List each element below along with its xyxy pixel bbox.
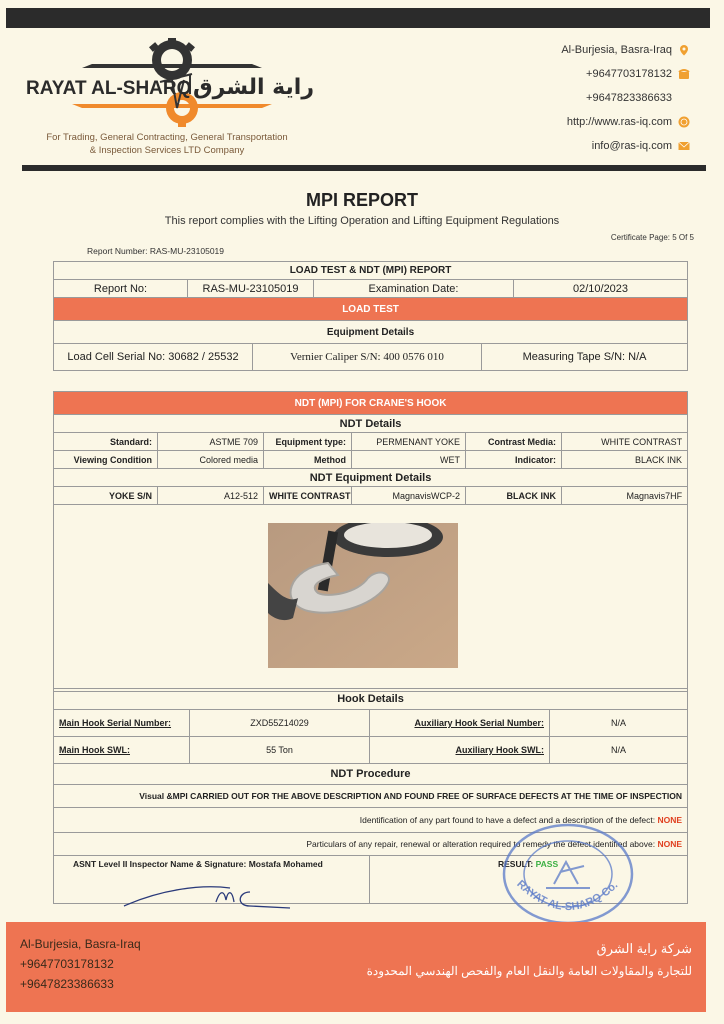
exam-date-value: 02/10/2023 bbox=[514, 280, 688, 298]
main-hook-swl-value: 55 Ton bbox=[190, 737, 370, 764]
white-contrast-label: WHITE CONTRAST bbox=[264, 487, 352, 505]
crane-hook-photo bbox=[268, 523, 458, 668]
tagline-line-2: & Inspection Services LTD Company bbox=[89, 145, 245, 156]
table-heading: LOAD TEST & NDT (MPI) REPORT bbox=[54, 262, 688, 280]
header-divider bbox=[22, 165, 706, 171]
aux-hook-swl-label: Auxiliary Hook SWL: bbox=[370, 737, 550, 764]
measuring-tape-serial: Measuring Tape S/N: N/A bbox=[522, 351, 647, 363]
ndt-equipment-heading: NDT Equipment Details bbox=[54, 469, 688, 487]
report-no-label: Report No: bbox=[54, 280, 188, 298]
method-value: WET bbox=[352, 451, 466, 469]
envelope-icon bbox=[678, 140, 690, 152]
viewing-condition-label: Viewing Condition bbox=[54, 451, 158, 469]
footer-arabic bbox=[367, 938, 692, 982]
standard-value: ASTME 709 bbox=[158, 433, 264, 451]
aux-hook-serial-label: Auxiliary Hook Serial Number: bbox=[370, 710, 550, 737]
ndt-details-heading: NDT Details bbox=[54, 415, 688, 433]
main-hook-serial-value: ZXD55Z14029 bbox=[190, 710, 370, 737]
main-hook-serial-label: Main Hook Serial Number: bbox=[54, 710, 190, 737]
contact-website: http://www.ras-iq.com bbox=[561, 110, 690, 134]
result-value: PASS bbox=[535, 859, 559, 869]
procedure-line-1: Visual &MPI CARRIED OUT FOR THE ABOVE DESCRIPTION AND FOUND FREE OF SURFACE DEFECTS AT THE TIME OF INSPECTION bbox=[54, 785, 688, 808]
indicator-label: Indicator: bbox=[466, 451, 562, 469]
contrast-media-value: WHITE CONTRAST bbox=[562, 433, 688, 451]
yoke-value: A12-512 bbox=[158, 487, 264, 505]
load-cell-serial: Load Cell Serial No: 30682 / 25532 bbox=[54, 344, 253, 370]
exam-date-label: Examination Date: bbox=[314, 280, 514, 298]
main-hook-swl-label: Main Hook SWL: bbox=[54, 737, 190, 764]
certificate-page: Certificate Page: 5 Of 5 bbox=[610, 233, 694, 242]
location-pin-icon bbox=[678, 44, 690, 56]
logo-tagline bbox=[22, 131, 312, 157]
load-test-table bbox=[53, 261, 688, 371]
header-contact bbox=[561, 38, 690, 158]
contact-email: info@ras-iq.com bbox=[561, 134, 690, 158]
footer-phone-1: +9647703178132 bbox=[20, 957, 114, 971]
contact-phone-1: +9647703178132 bbox=[561, 62, 690, 86]
telephone-icon bbox=[678, 68, 690, 80]
viewing-condition-value: Colored media bbox=[158, 451, 264, 469]
ndt-banner: NDT (MPI) FOR CRANE'S HOOK bbox=[54, 392, 688, 415]
ndt-procedure-heading: NDT Procedure bbox=[54, 764, 688, 785]
procedure-line-3: Particulars of any repair, renewal or alteration required to remedy the defect identified above: NONE bbox=[54, 833, 688, 856]
footer-arabic-line-1: شركة راية الشرق bbox=[596, 941, 692, 956]
equipment-type-label: Equipment type: bbox=[264, 433, 352, 451]
defect-value: NONE bbox=[657, 815, 683, 825]
footer-phone-2: +9647823386633 bbox=[20, 977, 114, 991]
result-label: RESULT: bbox=[498, 859, 536, 869]
contrast-media-label: Contrast Media: bbox=[466, 433, 562, 451]
tagline-line-1: For Trading, General Contracting, General Transportation bbox=[46, 132, 288, 143]
black-ink-value: Magnavis7HF bbox=[562, 487, 688, 505]
globe-icon bbox=[678, 116, 690, 128]
company-stamp bbox=[500, 822, 636, 926]
hook-details-heading: Hook Details bbox=[54, 689, 688, 710]
aux-hook-serial-value: N/A bbox=[550, 710, 688, 737]
footer-contact bbox=[20, 934, 141, 994]
aux-hook-swl-value: N/A bbox=[550, 737, 688, 764]
method-label: Method bbox=[264, 451, 352, 469]
load-test-banner: LOAD TEST bbox=[54, 298, 688, 321]
contact-address: Al-Burjesia, Basra-Iraq bbox=[561, 38, 690, 62]
footer-arabic-line-2: للتجارة والمقاولات العامة والنقل العام والفحص الهندسي المحدودة bbox=[366, 964, 692, 978]
repair-value: NONE bbox=[657, 839, 683, 849]
page-subtitle: This report complies with the Lifting Operation and Lifting Equipment Regulations bbox=[164, 215, 560, 227]
logo-text-en: RAYAT AL-SHARQ bbox=[26, 78, 192, 99]
inspector-signature bbox=[120, 880, 300, 916]
logo-text-ar: راية الشرق bbox=[192, 75, 314, 100]
equipment-type-value: PERMENANT YOKE bbox=[352, 433, 466, 451]
vernier-caliper-serial: Vernier Caliper S/N: 400 0576 010 bbox=[253, 344, 482, 370]
report-number-line: Report Number: RAS-MU-23105019 bbox=[87, 246, 225, 256]
white-contrast-value: MagnavisWCP-2 bbox=[352, 487, 466, 505]
stamp-text: RAYAT AL-SHARQ Co. bbox=[514, 877, 621, 914]
report-no-value: RAS-MU-23105019 bbox=[188, 280, 314, 298]
yoke-label: YOKE S/N bbox=[54, 487, 158, 505]
equipment-details-heading: Equipment Details bbox=[54, 321, 688, 344]
top-bar bbox=[6, 8, 710, 28]
footer-address: Al-Burjesia, Basra-Iraq bbox=[20, 937, 141, 951]
contact-phone-2: +9647823386633 bbox=[586, 92, 672, 104]
inspector-name: ASNT Level II Inspector Name & Signature: Mostafa Mohamed bbox=[73, 859, 323, 869]
indicator-value: BLACK INK bbox=[562, 451, 688, 469]
page-title: MPI REPORT bbox=[305, 190, 418, 210]
company-logo bbox=[22, 38, 322, 128]
black-ink-label: BLACK INK bbox=[466, 487, 562, 505]
standard-label: Standard: bbox=[54, 433, 158, 451]
svg-text:RAYAT AL-SHARQ Co. bbox=[514, 878, 620, 913]
procedure-line-2: Identification of any part found to have a defect and a description of the defect: NONE bbox=[54, 808, 688, 833]
